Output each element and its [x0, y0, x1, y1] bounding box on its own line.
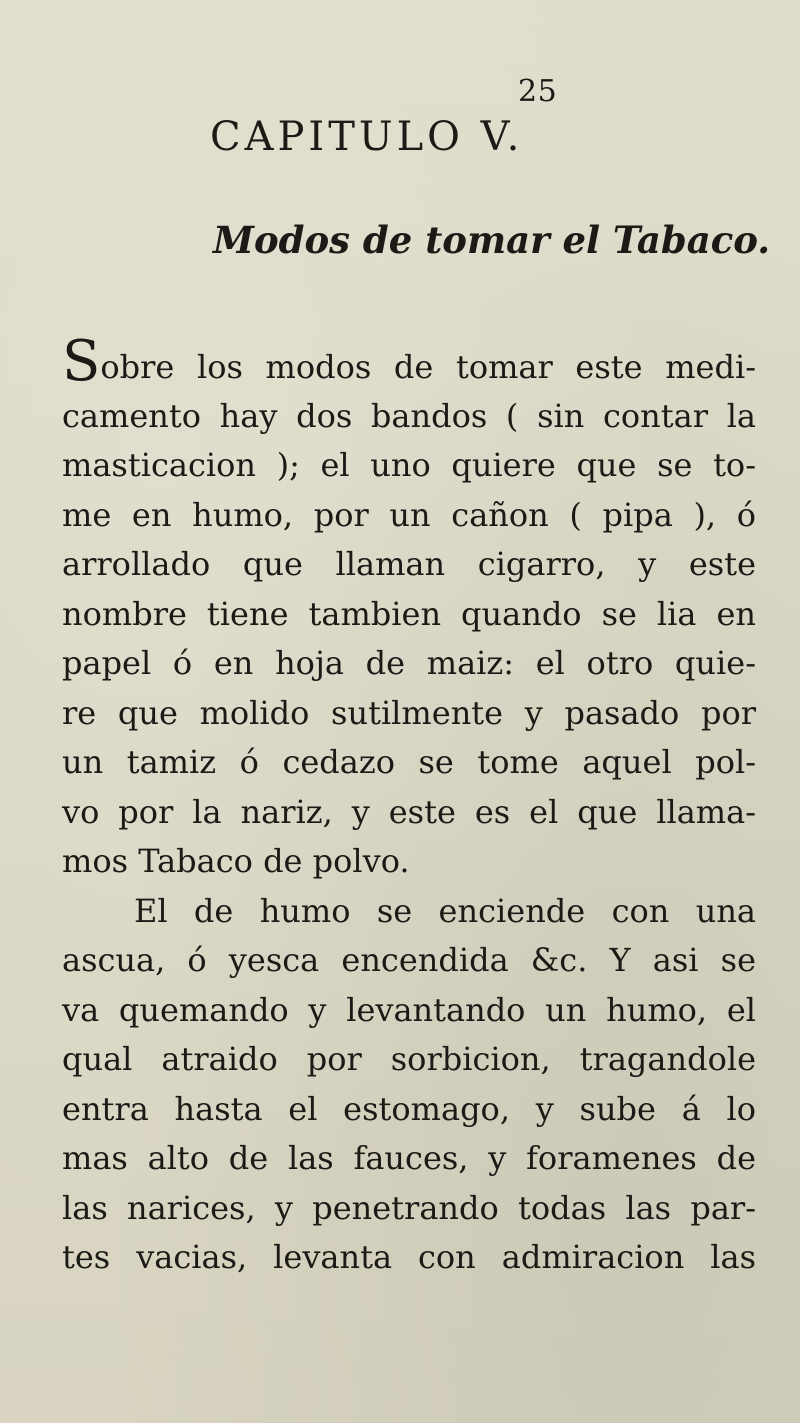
- chapter-subtitle: Modos de tomar el Tabaco.: [213, 218, 771, 262]
- paragraph-line: papel ó en hoja de maiz: el otro quie-: [62, 644, 756, 682]
- drop-cap: S: [62, 329, 101, 394]
- paragraph-line: arrollado que llaman cigarro, y este: [62, 545, 756, 583]
- paragraph-line: un tamiz ó cedazo se tome aquel pol-: [62, 743, 756, 781]
- paragraph-line: vo por la nariz, y este es el que llama-: [62, 792, 756, 831]
- paragraph-line: va quemando y levantando un humo, el: [62, 990, 756, 1029]
- paragraph-line: camento hay dos bandos ( sin contar la: [62, 396, 756, 435]
- paragraph-line: [62, 329, 756, 394]
- paragraph-line: tes vacias, levanta con admiracion las: [62, 1238, 756, 1276]
- chapter-title: CAPITULO V.: [210, 114, 524, 160]
- paragraph-line: qual atraido por sorbicion, tragandole: [62, 1040, 756, 1078]
- paragraph-line: mos Tabaco de polvo.: [62, 842, 410, 880]
- paragraph-line: entra hasta el estomago, y sube á lo: [62, 1089, 756, 1128]
- paragraph-line: las narices, y penetrando todas las par-: [62, 1188, 756, 1227]
- paragraph-line: nombre tiene tambien quando se lia en: [62, 594, 756, 633]
- paragraph-line: ascua, ó yesca encendida &c. Y asi se: [62, 941, 756, 979]
- first-line-text: obre los modos de tomar este medi-: [100, 348, 756, 386]
- body-text: [62, 329, 756, 1283]
- paragraph-line: mas alto de las fauces, y foramenes de: [62, 1139, 756, 1177]
- paragraph-line: masticacion ); el uno quiere que se to-: [62, 446, 756, 484]
- paragraph-line: re que molido sutilmente y pasado por: [62, 693, 756, 732]
- page-number: 25: [518, 74, 558, 109]
- paragraph-line: me en humo, por un cañon ( pipa ), ó: [62, 495, 756, 534]
- paragraph-line: El de humo se enciende con una: [134, 891, 756, 930]
